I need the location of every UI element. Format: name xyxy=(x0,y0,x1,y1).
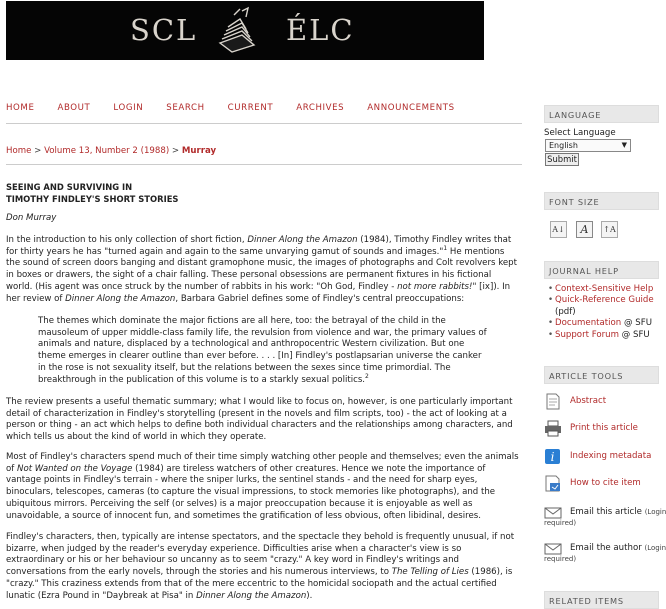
breadcrumb-home[interactable]: Home xyxy=(6,146,32,156)
journal-help-list xyxy=(548,284,654,341)
document-icon xyxy=(544,393,562,410)
login-note: (Login xyxy=(644,544,666,552)
banner-title-left: SCL xyxy=(130,13,198,47)
nav-home[interactable]: HOME xyxy=(6,103,35,113)
nav-divider xyxy=(6,123,522,124)
print-article-link[interactable]: Print this article xyxy=(570,423,638,433)
banner-title-right: ÉLC xyxy=(286,13,355,47)
breadcrumb xyxy=(6,146,216,156)
article-title-line2: TIMOTHY FINDLEY'S SHORT STORIES xyxy=(6,194,179,204)
language-selected-value: English xyxy=(549,141,578,150)
article-title-line1: SEEING AND SURVIVING IN xyxy=(6,182,133,192)
nav-login[interactable]: LOGIN xyxy=(113,103,144,113)
related-items-block-title: RELATED ITEMS xyxy=(544,591,659,609)
select-language-label: Select Language xyxy=(544,128,616,138)
footnote-1[interactable]: 1 xyxy=(443,244,448,252)
svg-text:i: i xyxy=(550,450,555,464)
language-submit-button[interactable]: Submit xyxy=(545,153,579,166)
paragraph-4: Findley's characters, then, typically are intense spectators, and the spectacle they behold is frequently unusual, if not bizarre, when judged by the reader's everyday experience. Difficulties arise when a character's view is so extraordinary or his or her behaviour so uncanny as to seem "crazy." A key word in Findley's writings and conversations from the early novels, through the stories and his numerous interviews, to The Telling of Lies (1986), is "crazy." This craziness extends from that of the mere eccentric to the homicidal sociopath and the actual certified lunatic (Ezra Pound in "Daybreak at Pisa" in Dinner Along the Amazon). xyxy=(6,532,515,601)
block-quote: The themes which dominate the major fictions are all here, too: the betrayal of the child in the mausoleum of upper middle-class family life, the revulsion from violence and war, the primary values of animals and nature, displaced by a technological and anthropocentric Western civilization. But one theme emerges in clearer outline than ever before. . . . [In] Findley's postlapsarian universe the canker in the rose is not sexuality itself, but the relations between the sexes since time primordial. The breakthrough in the publication of this volume is to a starkly sexual politics.$^2$ xyxy=(38,316,487,385)
journal-help-block-title: JOURNAL HELP xyxy=(544,261,659,279)
bullet-icon: • xyxy=(548,284,554,294)
paragraph-3: Most of Findley's characters spend much of their time simply watching other people and themselves; even the animals of Not Wanted on the Voyage (1984) are tireless watchers of other creatures. Hence we note the importance of vantage points in Findley's terrain - where the sniper lurks, the sentinel stands - and the need for sharp eyes, binoculars, telescopes, cameras (to capture the visual impressions, to stock memories like photographs), and the ubiquitous mirrors. Perceiving the self (or selves) is a major preoccupation because it is enjoyable as well as unavoidable, a source of innocent fun, and sometimes the gratification of less obvious, often libidinal, desires. xyxy=(6,452,519,521)
font-small-icon[interactable]: A↓ xyxy=(550,221,567,238)
paragraph-1: In the introduction to his only collection of short fiction, Dinner Along the Amazon (1984), Timothy Findley writes that for thirty years he has "turned again and again to the same unvarying gamut of sounds and images."$^1$ He mentions the sound of screen doors banging and distant gramophone music, the images of photographs and Colt revolvers kept in boxes or drawers, the sight of a chair falling. These personal obsessions are permanent fixtures in his fictional world. (His agent was once struck by the number of rabbits in his work: "Oh God, Findley - not more rabbits!" [ix]). In her review of Dinner Along the Amazon, Barbara Gabriel defines some of Findley's central preoccupations: xyxy=(6,235,517,304)
help-item-context: • Context-Sensitive Help xyxy=(548,284,654,294)
citation-icon xyxy=(544,475,562,492)
paragraph-2: The review presents a useful thematic summary; what I would like to focus on, however, is one particularly important detail of characterization in Findley's storytelling (present in the novels and film scripts, too) - the act of looking at a person or thing - an act which helps to define both individual characters and the relationships among characters, and which tells us about the kind of world in which they operate. xyxy=(6,397,513,443)
font-medium-icon[interactable]: A xyxy=(576,221,593,238)
nav-current[interactable]: CURRENT xyxy=(227,103,274,113)
bullet-icon: • xyxy=(548,295,554,306)
nav-search[interactable]: SEARCH xyxy=(166,103,205,113)
email-article-link[interactable]: Email this article xyxy=(570,507,642,517)
book-pages-icon xyxy=(212,5,262,55)
breadcrumb-divider xyxy=(6,164,522,165)
article-author: Don Murray xyxy=(6,213,57,223)
breadcrumb-current[interactable]: Murray xyxy=(181,146,217,156)
chevron-down-icon: ▼ xyxy=(621,141,627,149)
article-tools-block-title: ARTICLE TOOLS xyxy=(544,366,659,384)
bullet-icon: • xyxy=(548,329,554,340)
language-select[interactable] xyxy=(545,139,631,152)
nav-about[interactable]: ABOUT xyxy=(57,103,91,113)
help-item-support-forum: • Support Forum @ SFU xyxy=(548,329,650,340)
printer-icon xyxy=(544,420,562,437)
info-icon xyxy=(544,448,562,465)
help-item-quick-ref: • Quick-Reference Guide xyxy=(548,295,654,306)
footnote-2[interactable]: 2 xyxy=(365,372,369,380)
breadcrumb-separator: > xyxy=(31,146,45,156)
site-banner xyxy=(6,1,484,60)
main-nav xyxy=(6,103,478,113)
login-note: (Login xyxy=(644,508,666,516)
abstract-link[interactable]: Abstract xyxy=(570,396,607,406)
required-note: required) xyxy=(544,555,577,563)
language-block-title: LANGUAGE xyxy=(544,105,659,123)
help-item-documentation: • Documentation @ SFU xyxy=(548,318,652,329)
required-note: required) xyxy=(544,519,577,527)
help-item-pdf-note: (pdf) xyxy=(555,306,576,317)
font-size-block-title: FONT SIZE xyxy=(544,192,659,210)
article-title xyxy=(6,181,178,205)
indexing-metadata-link[interactable]: Indexing metadata xyxy=(570,451,652,461)
email-author-link[interactable]: Email the author xyxy=(570,543,642,553)
nav-announcements[interactable]: ANNOUNCEMENTS xyxy=(367,103,455,113)
font-large-icon[interactable]: ↑A xyxy=(601,221,618,238)
breadcrumb-issue[interactable]: Volume 13, Number 2 (1988) xyxy=(44,146,170,156)
how-to-cite-link[interactable]: How to cite item xyxy=(570,478,641,488)
breadcrumb-separator: > xyxy=(169,146,182,156)
bullet-icon: • xyxy=(548,318,554,329)
nav-archives[interactable]: ARCHIVES xyxy=(296,103,345,113)
